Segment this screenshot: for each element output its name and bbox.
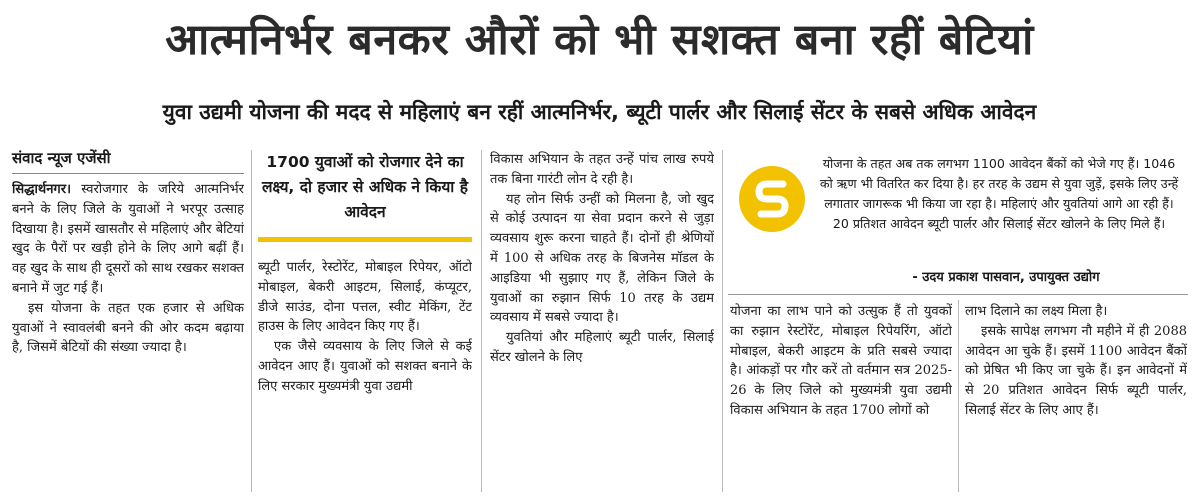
article-column-4 bbox=[730, 302, 952, 492]
column-divider bbox=[722, 150, 723, 492]
article-column-1 bbox=[12, 180, 244, 492]
highlight-box bbox=[258, 150, 472, 242]
highlight-underline bbox=[258, 237, 472, 242]
article-column-5 bbox=[965, 302, 1187, 492]
paragraph: इसके सापेक्ष लगभग नौ महीने में ही 2088 आवेदन आ चुके हैं। इसमें 1100 आवेदन बैंकों को प्रेषित भी किए जा चुके हैं। इन आवेदनों में से 20 प्रतिशत आवेदन सिर्फ ब्यूटी पार्लर, सिलाई सेंटर के लिए आए हैं। bbox=[965, 323, 1187, 418]
highlight-text: 1700 युवाओं को रोजगार देने का लक्ष्य, दो हजार से अधिक ने किया है आवेदन bbox=[262, 153, 468, 221]
paragraph: विकास अभियान के तहत उन्हें पांच लाख रुपये तक बिना गारंटी लोन दे रही है। bbox=[490, 152, 714, 187]
paragraph: ब्यूटी पार्लर, रेस्टोरेंट, मोबाइल रिपेयर, ऑटो मोबाइल, बेकरी आइटम, सिलाई, कंप्यूटर, डीजे साउंड, दोना पत्तल, स्वीट मेकिंग, टेंट हाउस के लिए आवेदन किए गए हैं। bbox=[258, 260, 472, 335]
column-divider bbox=[481, 150, 482, 492]
byline: संवाद न्यूज एजेंसी bbox=[12, 149, 111, 167]
paragraph: युवतियां और महिलाएं ब्यूटी पार्लर, सिलाई सेंटर खोलने के लिए bbox=[490, 330, 714, 365]
subheadline: युवा उद्यमी योजना की मदद से महिलाएं बन रहीं आत्मनिर्भर, ब्यूटी पार्लर और सिलाई सेंटर के सबसे अधिक आवेदन bbox=[162, 100, 1037, 124]
paragraph: इस योजना के तहत एक हजार से अधिक युवाओं ने स्वावलंबी बनने की ओर कदम बढ़ाया है, जिसमें बेटियों की संख्या ज्यादा है। bbox=[12, 300, 244, 356]
quote-attribution: - उदय प्रकाश पासवान, उपायुक्त उद्योग bbox=[912, 270, 1100, 285]
column-divider bbox=[251, 150, 252, 492]
paragraph: लाभ दिलाने का लक्ष्य मिला है। bbox=[965, 304, 1108, 319]
paragraph: योजना का लाभ पाने को उत्सुक हैं तो युवकों का रुझान रेस्टोरेंट, मोबाइल रिपेयरिंग, ऑटो मोबाइल, बेकरी आइटम के प्रति सबसे ज्यादा है। आंकड़ों पर गौर करें तो वर्तमान सत्र 2025-26 के लिए जिले को मुख्यमंत्री युवा उद्यमी विकास अभियान के तहत 1700 लोगों को bbox=[730, 304, 952, 418]
dateline: सिद्धार्थनगर। bbox=[12, 182, 71, 197]
paragraph: यह लोन सिर्फ उन्हीं को मिलना है, जो खुद से कोई उत्पादन या सेवा प्रदान करने से जुड़ा व्यवसाय शुरू करना चाहते हैं। दोनों ही श्रेणियों में 100 से अधिक तरह के बिजनेस मॉडल के आइडिया भी सुझाए गए हैं, लेकिन जिले के युवाओं का रुझान सिर्फ 10 तरह के उद्यम व्यवसाय में सबसे ज्यादा है। bbox=[490, 191, 714, 326]
article-column-2 bbox=[258, 258, 472, 492]
official-quote: योजना के तहत अब तक लगभग 1100 आवेदन बैंकों को भेजे गए हैं। 1046 को ऋण भी वितरित कर दिया है। हर तरह के उद्यम से युवा जुड़ें, इसके लिए उन्हें लगातार जागरूक भी किया जा रहा है। महिलाएं और युवतियां आगे आ रही हैं। 20 प्रतिशत आवेदन ब्यूटी पार्लर और सिलाई सेंटर खोलने के लिए मिले हैं। bbox=[819, 156, 1179, 231]
headline: आत्मनिर्भर बनकर औरों को भी सशक्त बना रहीं बेटियां bbox=[165, 15, 1034, 65]
column-divider bbox=[958, 300, 959, 492]
article-column-3 bbox=[490, 150, 714, 492]
quote-divider bbox=[728, 294, 1188, 295]
byline-divider bbox=[12, 173, 244, 174]
paragraph: स्वरोजगार के जरिये आत्मनिर्भर बनने के लिए जिले के युवाओं ने भरपूर उत्साह दिखाया है। इसमें खासतौर से महिलाएं और बेटियां खुद के पैरों पर खड़ी होने के लिए आगे बढ़ीं हैं। वह खुद के साथ ही दूसरों को साथ रखकर सशक्त बनाने में जुट गई हैं। bbox=[12, 182, 244, 296]
paragraph: एक जैसे व्यवसाय के लिए जिले से कई आवेदन आए हैं। युवाओं को सशक्त बनाने के लिए सरकार मुख्यमंत्री युवा उद्यमी bbox=[258, 339, 472, 394]
amar-ujala-logo-icon bbox=[737, 164, 807, 234]
